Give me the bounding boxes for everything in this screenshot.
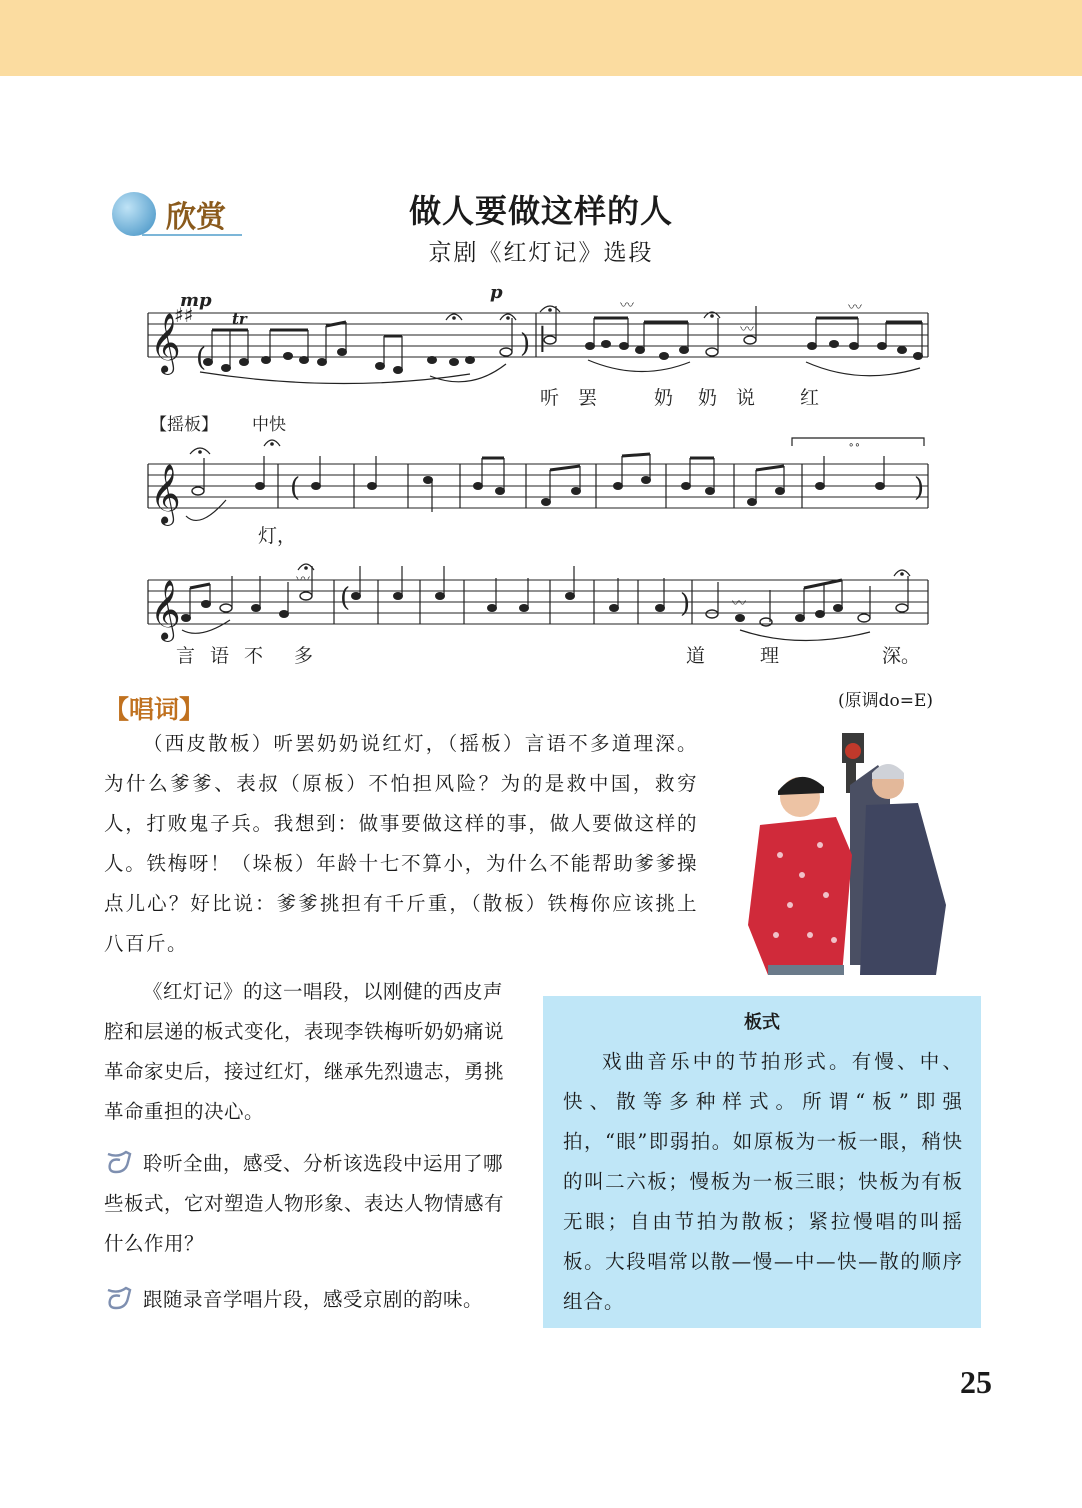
section-label: 欣赏 [166, 200, 226, 235]
svg-text:𝄞: 𝄞 [150, 580, 181, 640]
score-lyric: 灯， [258, 525, 297, 547]
trill-mark: tr [232, 310, 247, 328]
dynamic-mp: mp [180, 290, 212, 311]
svg-text:〰: 〰 [620, 298, 634, 314]
description-paragraph: 《红灯记》的这一唱段，以刚健的西皮声腔和层递的板式变化，表现李铁梅听奶奶痛说革命家史后，接过红灯，继承先烈遗志，勇挑革命重担的决心。 [104, 980, 505, 1123]
page-subtitle: 京剧《红灯记》选段 [428, 240, 654, 266]
tempo-mark: 【摇板】 [150, 415, 218, 435]
score-lyric: 红 [800, 387, 820, 409]
trill-waves [296, 298, 862, 612]
info-box-banshi [543, 996, 981, 1328]
info-box-title: 板式 [744, 1012, 780, 1033]
score-lyric: 深。 [882, 645, 921, 667]
svg-text:(: ( [340, 583, 351, 613]
score-lyric: 多 [294, 645, 314, 667]
svg-text:〰: 〰 [740, 322, 754, 338]
svg-text:𝄞: 𝄞 [150, 313, 181, 373]
svg-text:〰: 〰 [732, 596, 746, 612]
score-lyric: 奶 [654, 387, 674, 409]
svg-text:〰: 〰 [848, 300, 862, 316]
fermata-dots [198, 308, 904, 576]
score-lyric: 说 [736, 387, 756, 409]
dynamic-p: p [490, 282, 503, 303]
svg-text:(: ( [290, 473, 301, 503]
score-lyric: 理 [760, 645, 780, 667]
svg-text:): ) [520, 329, 531, 359]
lyrics-heading: 【唱词】 [104, 695, 205, 724]
opera-performers-photo [740, 725, 958, 975]
info-box-text: 戏曲音乐中的节拍形式。有慢、中、快、散等多种样式。所谓“板”即强拍，“眼”即弱拍。如原板为一板一眼，稍快的叫二六板；慢板为一板三眼；快板为有板无眼；自由节拍为散板；紧拉慢唱的叫摇板。大段唱常以散—慢—中—快—散的顺序组合。 [563, 1050, 963, 1313]
score-lyric: 罢 [578, 387, 598, 409]
task-listen: 聆听全曲，感受、分析该选段中运用了哪些板式，它对塑造人物形象、表达人物情感有什么作用？ [104, 1152, 505, 1255]
tempo-word: 中快 [252, 415, 286, 435]
page-title: 做人要做这样的人 [408, 192, 673, 230]
svg-text:∘∘: ∘∘ [848, 440, 861, 451]
svg-text:|: | [538, 323, 547, 353]
score-lyric: 听 [540, 387, 560, 409]
music-score [0, 0, 1082, 690]
score-lyrics [176, 387, 920, 667]
svg-text:♯♯: ♯♯ [174, 303, 194, 327]
score-lyric: 奶 [698, 387, 718, 409]
lyrics-text: （西皮散板）听罢奶奶说红灯，（摇板）言语不多道理深。为什么爹爹、表叔（原板）不怕担风险？为的是救中国，救穷人，打败鬼子兵。我想到：做事要做这样的事，做人要做这样的人。铁梅呀！（垛板）年龄十七不算小，为什么不能帮助爹爹操点儿心？好比说：爹爹挑担有千斤重，（散板）铁梅你应该挑上八百斤。 [104, 732, 698, 955]
score-lyric: 道 [686, 645, 706, 667]
key-note: (原调do=E) [838, 691, 934, 711]
svg-text:〰: 〰 [296, 572, 310, 588]
svg-text:𝄞: 𝄞 [150, 464, 181, 524]
svg-text:): ) [914, 473, 925, 503]
score-lyric: 不 [244, 645, 264, 667]
page-number: 25 [960, 1364, 992, 1400]
svg-text:(: ( [196, 343, 207, 373]
score-lyric: 语 [210, 645, 230, 667]
svg-text:): ) [680, 589, 691, 619]
score-lyric: 言 [176, 645, 196, 667]
task-sing: 跟随录音学唱片段，感受京剧的韵味。 [143, 1288, 484, 1311]
